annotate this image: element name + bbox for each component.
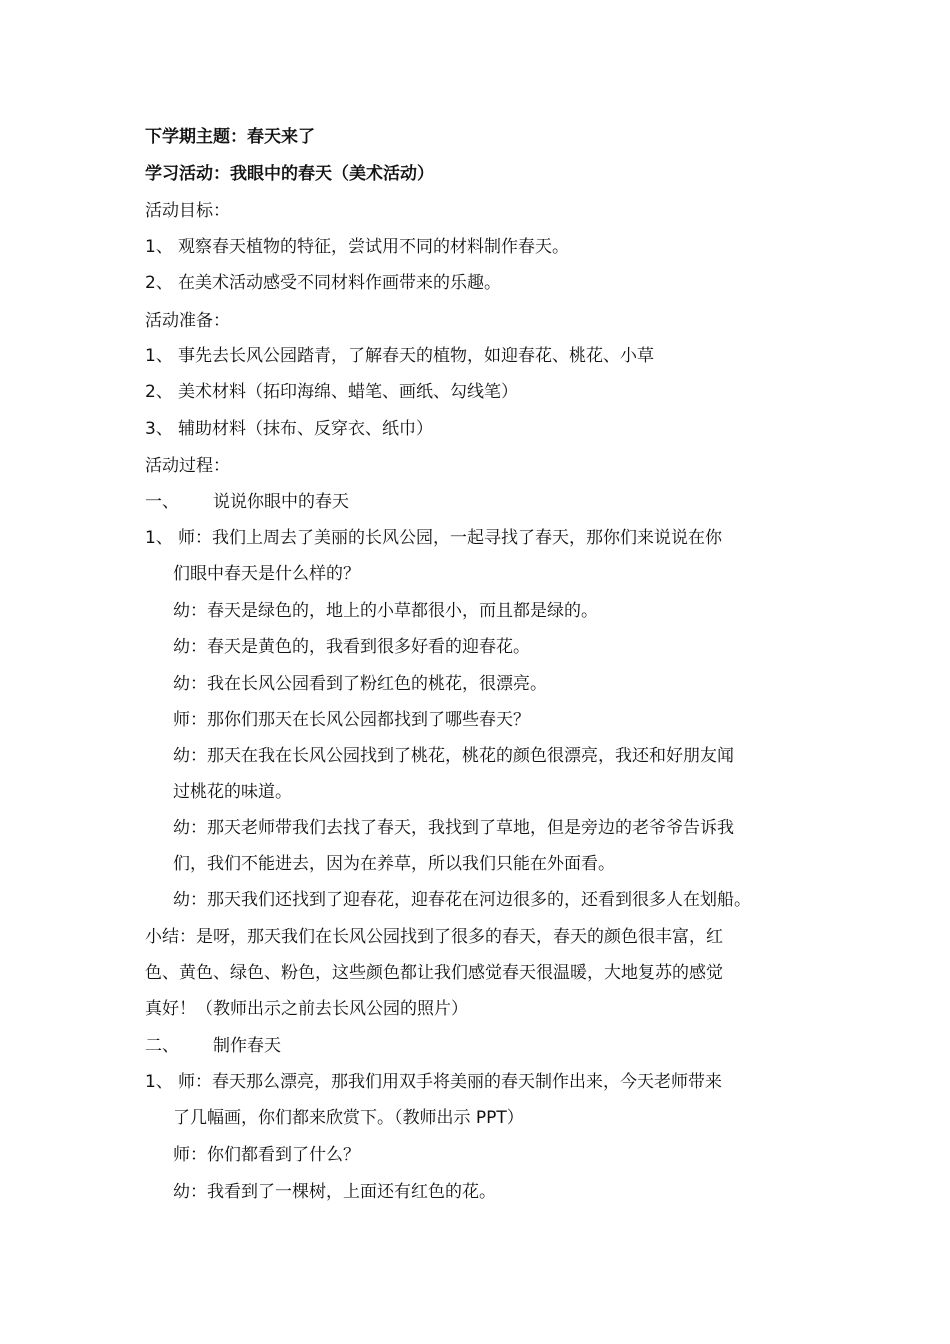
dialogue-text: 幼：那天在我在长风公园找到了桃花，桃花的颜色很漂亮，我还和好朋友闻 — [173, 746, 734, 766]
section-text: 制作春天 — [213, 1036, 281, 1056]
list-number: 1、 — [145, 237, 173, 257]
dialogue-text: 幼：那天我们还找到了迎春花，迎春花在河边很多的，还看到很多人在划船。 — [173, 890, 751, 910]
list-number: 1、 — [145, 528, 173, 548]
list-number: 1、 — [145, 346, 173, 366]
dialogue-text: 师：那你们那天在长风公园都找到了哪些春天？ — [173, 710, 530, 730]
dialogue-text: 幼：春天是绿色的，地上的小草都很小，而且都是绿的。 — [173, 601, 598, 621]
dialogue-text: 师：你们都看到了什么？ — [173, 1145, 360, 1165]
list-number: 1、 — [145, 1072, 173, 1092]
list-number: 3、 — [145, 419, 173, 439]
prep-heading-text: 活动准备： — [145, 311, 230, 331]
list-text: 辅助材料（抹布、反穿衣、纸巾） — [178, 419, 433, 439]
summary-text: 小结：是呀，那天我们在长风公园找到了很多的春天，春天的颜色很丰富，红 — [145, 927, 723, 947]
section-number: 二、 — [145, 1036, 179, 1056]
summary-text: 真好！（教师出示之前去长风公园的照片） — [145, 999, 468, 1019]
list-text: 师：春天那么漂亮，那我们用双手将美丽的春天制作出来，今天老师带来 — [178, 1072, 722, 1092]
list-text: 事先去长风公园踏青，了解春天的植物，如迎春花、桃花、小草 — [178, 346, 654, 366]
list-text: 了几幅画，你们都来欣赏下。（教师出示 PPT） — [173, 1108, 524, 1128]
dialogue-text: 们，我们不能进去，因为在养草，所以我们只能在外面看。 — [173, 854, 615, 874]
dialogue-text: 幼：我在长风公园看到了粉红色的桃花，很漂亮。 — [173, 674, 547, 694]
activity-title-text: 学习活动：我眼中的春天（美术活动） — [145, 164, 434, 184]
list-text: 美术材料（拓印海绵、蜡笔、画纸、勾线笔） — [178, 382, 518, 402]
process-heading-text: 活动过程： — [145, 456, 230, 476]
list-number: 2、 — [145, 273, 173, 293]
goals-heading-text: 活动目标： — [145, 201, 230, 221]
dialogue-text: 幼：我看到了一棵树，上面还有红色的花。 — [173, 1182, 496, 1202]
dialogue-text: 幼：那天老师带我们去找了春天，我找到了草地，但是旁边的老爷爷告诉我 — [173, 818, 734, 838]
section-number: 一、 — [145, 492, 179, 512]
section-text: 说说你眼中的春天 — [213, 492, 349, 512]
summary-text: 色、黄色、绿色、粉色，这些颜色都让我们感觉春天很温暖，大地复苏的感觉 — [145, 963, 723, 983]
list-text: 们眼中春天是什么样的？ — [173, 564, 360, 584]
dialogue-text: 幼：春天是黄色的，我看到很多好看的迎春花。 — [173, 637, 530, 657]
list-number: 2、 — [145, 382, 173, 402]
dialogue-text: 过桃花的味道。 — [173, 782, 292, 802]
list-text: 师：我们上周去了美丽的长风公园，一起寻找了春天，那你们来说说在你 — [178, 528, 722, 548]
list-text: 在美术活动感受不同材料作画带来的乐趣。 — [178, 273, 501, 293]
theme-title-text: 下学期主题：春天来了 — [145, 127, 315, 147]
list-text: 观察春天植物的特征，尝试用不同的材料制作春天。 — [178, 237, 569, 257]
